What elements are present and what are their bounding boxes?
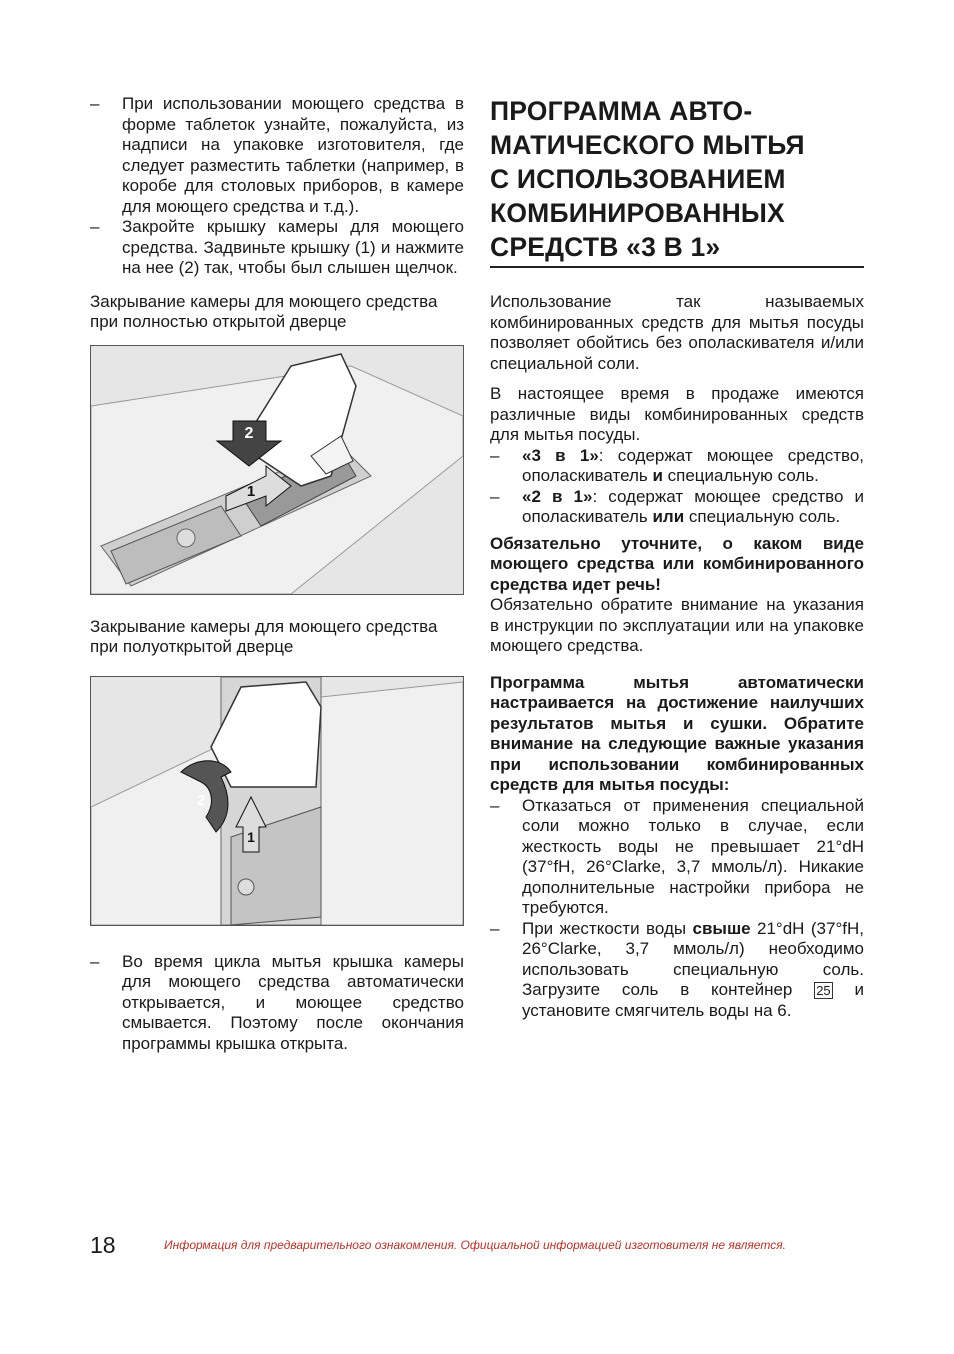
list-item — [90, 952, 464, 1055]
list-item-hard-water — [490, 919, 864, 1022]
instruction-close-lid: Закройте крышку камеры для моющего средства. Задвиньте крышку (1) и нажмите на нее (2) так, чтобы был слышен щелчок. — [122, 217, 464, 277]
page-number: 18 — [90, 1232, 116, 1258]
heading-line: С ИСПОЛЬЗОВАНИЕМ — [490, 164, 786, 194]
emphasis: свыше — [692, 918, 751, 938]
label-3in1: «3 в 1» — [522, 445, 599, 465]
list-item-soft-water — [490, 796, 864, 919]
text: специальную соль. — [684, 507, 841, 526]
bold-note — [490, 534, 864, 596]
emphasis: и — [652, 466, 663, 485]
text: : содержат моющее средство, ополаскиватель — [522, 445, 864, 485]
dash-marker: – — [90, 217, 100, 236]
reference-number-box: 25 — [816, 983, 831, 998]
list-item — [90, 94, 464, 217]
instruction-tablets: При использовании моющего средства в форме таблеток узнайте, пожалуйста, из надписи на упаковке изготовителя, где следует разместить таблетки (например, в коробе для столовых приборов, в камере для моющего средства и т.д.). — [122, 94, 464, 216]
figure-half-open-door — [90, 676, 464, 926]
bold-note-text: Обязательно уточните, о каком виде моющего средства или комбинированного средства идет речь! — [490, 533, 864, 594]
illustration-hand-closing-lid-half-open — [91, 677, 463, 925]
text: специальную соль. — [662, 466, 819, 485]
instruction-auto-open: Во время цикла мытья крышка камеры для моющего средства автоматически открывается, и моющее средство смывается. Поэтому после окончания программы крышка открыта. — [122, 951, 464, 1053]
figure-caption-1: Закрывание камеры для моющего средства при полностью открытой дверце — [90, 291, 438, 331]
heading-line: ПРОГРАММА АВТО- — [490, 96, 753, 126]
dash-marker: – — [490, 918, 500, 938]
heading-line: КОМБИНИРОВАННЫХ — [490, 198, 785, 228]
text: и установите смягчитель воды на 6. — [522, 980, 864, 1020]
illustration-hand-closing-lid — [91, 346, 463, 594]
figure-label-1: 1 — [247, 828, 255, 845]
figure-label-2: 2 — [196, 791, 206, 809]
dash-marker: – — [90, 951, 100, 971]
figure-full-open-door — [90, 345, 464, 595]
heading-line: МАТИЧЕСКОГО МЫТЬЯ — [490, 130, 805, 160]
text: Отказаться от применения специальной соли можно только в случае, если жесткость воды не превышает 21°dH (37°fH, 26°Clarke, 3,7 ммоль/л). Никакие дополнительные настройки прибора не требуются. — [522, 795, 864, 917]
right-column — [490, 94, 864, 1021]
label-2in1: «2 в 1» — [522, 486, 593, 506]
paragraph-instructions: Обязательно обратите внимание на указания в инструкции по эксплуатации или на упаковке моющего средства. — [490, 595, 864, 655]
section-heading — [490, 94, 864, 268]
emphasis: или — [652, 507, 685, 526]
bold-block-text: Программа мытья автоматически настраивается на достижение наилучших результатов мытья и сушки. Обратите внимание на следующие важные указания при использовании комбинированных средств для мытья посуды: — [490, 672, 864, 794]
dash-marker: – — [490, 795, 500, 815]
left-column — [90, 94, 464, 1054]
bold-block — [490, 673, 864, 796]
figure-label-1: 1 — [246, 482, 256, 500]
heading-line: СРЕДСТВ «3 В 1» — [490, 232, 721, 262]
figure-label-2: 2 — [244, 424, 254, 442]
dash-marker: – — [90, 94, 100, 113]
list-item-2in1 — [490, 487, 864, 528]
footer-disclaimer: Информация для предварительного ознакомления. Официальной информацией изготовителя не является. — [164, 1238, 786, 1252]
figure-caption-2: Закрывание камеры для моющего средства при полуоткрытой дверце — [90, 616, 438, 656]
paragraph-intro: Использование так называемых комбинированных средств для мытья посуды позволяет обойтись без ополаскивателя и/или специальной соли. — [490, 292, 864, 373]
text: 21°dH (37°fH, 26°Clarke, 3,7 ммоль/л) необходимо использовать специальную соль. Загрузите соль в контейнер — [522, 918, 864, 999]
text: При жесткости воды — [522, 918, 693, 938]
dash-marker: – — [490, 445, 500, 465]
list-item-3in1 — [490, 446, 864, 487]
dash-marker: – — [490, 486, 500, 506]
paragraph-available: В настоящее время в продаже имеются различные виды комбинированных средств для мытья посуды. — [490, 384, 864, 444]
list-item — [90, 217, 464, 279]
text: : содержат моющее средство и ополаскиватель — [522, 486, 864, 526]
